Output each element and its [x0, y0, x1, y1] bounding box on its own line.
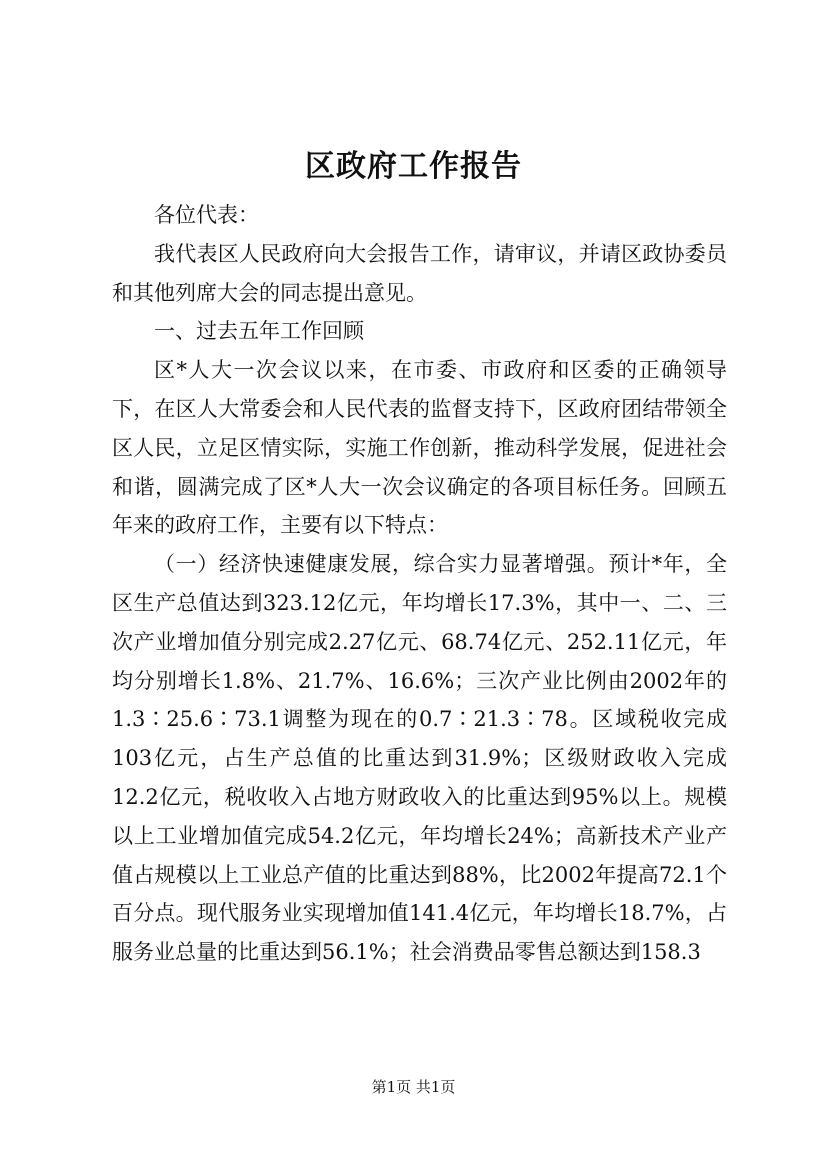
paragraph-review: 区*人大一次会议以来，在市委、市政府和区委的正确领导下，在区人大常委会和人民代表的监督支持下，区政府团结带领全区人民，立足区情实际，实施工作创新，推动科学发展，促进社会和谐，圆满完成了区*人大一次会议确定的各项目标任务。回顾五年来的政府工作，主要有以下特点： [112, 358, 727, 538]
document-title: 区政府工作报告 [305, 149, 522, 184]
paragraph-intro: 我代表区人民政府向大会报告工作，请审议，并请区政协委员和其他列席大会的同志提出意见。 [112, 241, 727, 305]
page-footer: 第1页 共1页 [371, 1078, 456, 1096]
paragraph-economy: （一）经济快速健康发展，综合实力显著增强。预计*年，全区生产总值达到323.12亿元，年均增长17.3%，其中一、二、三次产业增加值分别完成2.27亿元、68.74亿元、252.11亿元，年均分别增长1.8%、21.7%、16.6%；三次产业比例由2002年的1.3∶25.6∶73.1调整为现在的0.7∶21.3∶78。区域税收完成103亿元，占生产总值的比重达到31.9%；区级财政收入完成12.2亿元，税收收入占地方财政收入的比重达到95%以上。规模以上工业增加值完成54.2亿元，年均增长24%；高新技术产业产值占规模以上工业总产值的比重达到88%，比2002年提高72.1个百分点。现代服务业实现增加值141.4亿元，年均增长18.7%，占服务业总量的比重达到56.1%；社会消费品零售总额达到158.3 [112, 552, 727, 965]
section-heading: 一、过去五年工作回顾 [154, 319, 364, 344]
paragraph-salutation: 各位代表： [154, 203, 259, 227]
document-body [112, 196, 727, 972]
